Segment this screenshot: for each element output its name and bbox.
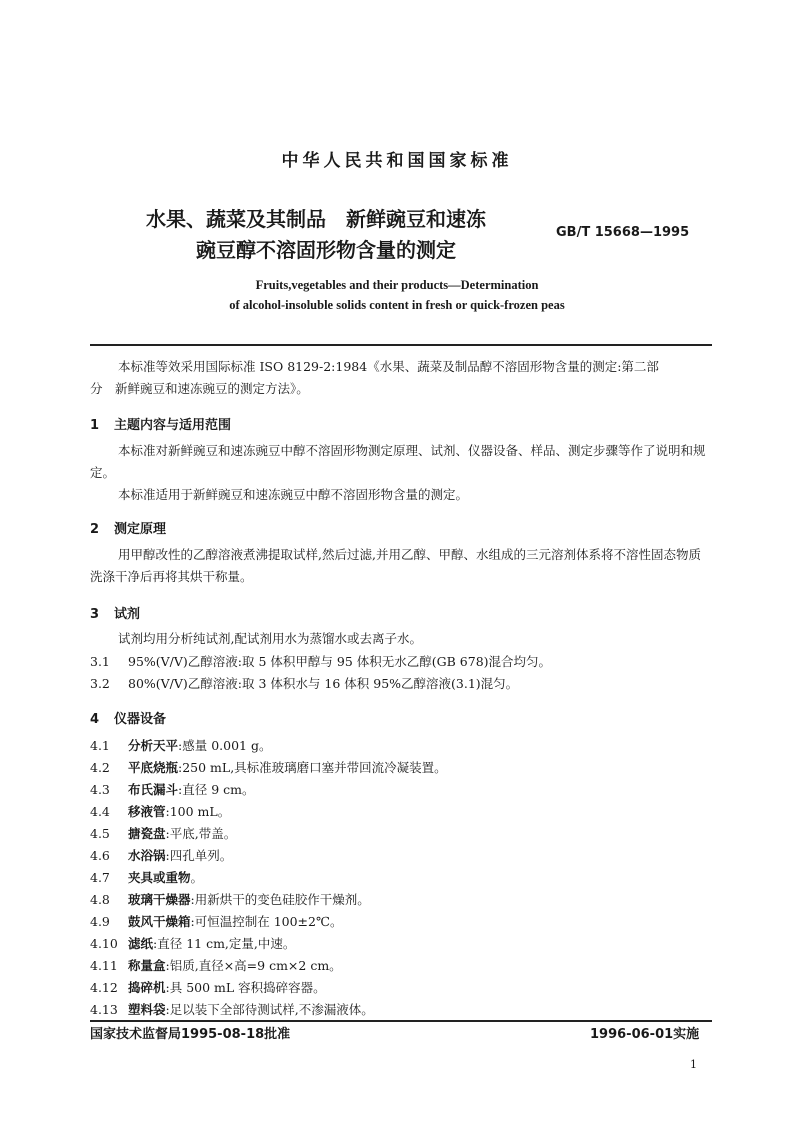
equipment-item: 4.10 滤纸:直径 11 cm,定量,中速。	[90, 936, 296, 951]
title-en-line2: of alcohol-insoluble solids content in fresh or quick-frozen peas	[229, 298, 565, 312]
equipment-item: 4.1 分析天平:感量 0.001 g。	[90, 738, 272, 753]
equipment-item: 4.4 移液管:100 mL。	[90, 804, 231, 819]
page-number: 1	[690, 1058, 697, 1071]
equipment-item: 4.6 水浴锅:四孔单列。	[90, 848, 233, 863]
title-cn-line1: 水果、蔬菜及其制品 新鲜豌豆和速冻	[146, 207, 486, 231]
equipment-item: 4.2 平底烧瓶:250 mL,具标准玻璃磨口塞并带回流冷凝装置。	[90, 760, 447, 775]
title-en-line1: Fruits,vegetables and their products—Determination	[255, 278, 539, 292]
section-1-p1: 本标准对新鲜豌豆和速冻豌豆中醇不溶固形物测定原理、试剂、仪器设备、样品、测定步骤等作了说明和规定。	[90, 443, 706, 480]
equipment-item: 4.7 夹具或重物。	[90, 870, 204, 885]
effective-date: 1996-06-01实施	[590, 1027, 700, 1042]
reagent-item: 3.1 95%(V/V)乙醇溶液:取 5 体积甲醇与 95 体积无水乙醇(GB 678)混合均匀。	[90, 654, 552, 669]
bottom-rule	[90, 1020, 712, 1022]
intro-line2: 分 新鲜豌豆和速冻豌豆的测定方法》。	[90, 381, 309, 396]
standard-number: GB/T 15668—1995	[556, 225, 690, 240]
section-3-heading: 3 试剂	[90, 607, 141, 622]
section-4-heading: 4 仪器设备	[90, 712, 167, 727]
equipment-item: 4.3 布氏漏斗:直径 9 cm。	[90, 782, 255, 797]
equipment-item: 4.13 塑料袋:足以装下全部待测试样,不渗漏液体。	[90, 1002, 374, 1017]
equipment-item: 4.5 搪瓷盘:平底,带盖。	[90, 826, 237, 841]
equipment-item: 4.11 称量盒:铝质,直径×高=9 cm×2 cm。	[90, 958, 342, 973]
approval-line: 国家技术监督局1995-08-18批准	[90, 1027, 291, 1042]
top-rule	[90, 344, 712, 346]
equipment-item: 4.12 捣碎机:具 500 mL 容积捣碎容器。	[90, 980, 326, 995]
section-3-p1: 试剂均用分析纯试剂,配试剂用水为蒸馏水或去离子水。	[118, 631, 422, 646]
section-2-heading: 2 测定原理	[90, 522, 167, 537]
national-standard-heading: 中华人民共和国国家标准	[281, 151, 513, 171]
title-cn-line2: 豌豆醇不溶固形物含量的测定	[196, 238, 456, 262]
intro-line1: 本标准等效采用国际标准 ISO 8129-2:1984《水果、蔬菜及制品醇不溶固形物含量的测定:第二部	[118, 359, 659, 374]
reagent-item: 3.2 80%(V/V)乙醇溶液:取 3 体积水与 16 体积 95%乙醇溶液(3.1)混匀。	[90, 676, 519, 691]
section-1-p2: 本标准适用于新鲜豌豆和速冻豌豆中醇不溶固形物含量的测定。	[118, 487, 469, 502]
section-2-p1: 用甲醇改性的乙醇溶液煮沸提取试样,然后过滤,并用乙醇、甲醇、水组成的三元溶剂体系将不溶性固态物质洗涤干净后再将其烘干称量。	[90, 547, 701, 584]
section-1-heading: 1 主题内容与适用范围	[90, 418, 232, 433]
equipment-item: 4.8 玻璃干燥器:用新烘干的变色硅胶作干燥剂。	[90, 892, 370, 907]
equipment-item: 4.9 鼓风干燥箱:可恒温控制在 100±2℃。	[90, 914, 343, 929]
